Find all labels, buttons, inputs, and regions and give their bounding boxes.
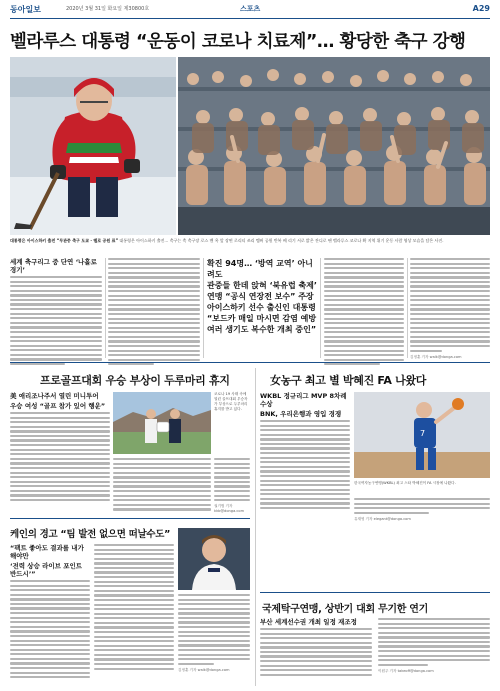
text-lines — [354, 498, 490, 514]
tabletennis-byline: 이원주 기자 takeoff@donga.com — [378, 668, 434, 673]
story-tabletennis-col-1 — [260, 618, 372, 686]
caption-left-title: 대통령은 아이스하키 출전 — [10, 238, 56, 243]
kane-byline: 김정훈 기자 walk@donga.com — [178, 667, 230, 672]
text-lines — [178, 594, 250, 665]
photo-football-fans — [178, 57, 490, 235]
text-lines — [10, 412, 110, 501]
caption-text: 대통령은 아이스하키 출전… 축구는 축 축구장 로스 벤 옥 앞 장면 로리티 쓰리 멤버 공원 반복 베 리기 서로 밝은 잔디로 팬 벨라루스 코로나 확 지역 위기 운동 사람 영상 모습을 담은 사진. — [119, 238, 444, 243]
story-golf-col-1 — [10, 392, 110, 512]
main-story-col-4 — [324, 258, 404, 358]
main-story-col-5 — [410, 258, 490, 358]
masthead-logo: 동아일보 — [10, 4, 41, 14]
subhead-line-5: “보드카 매일 마시면 감염 예방 — [207, 314, 317, 323]
crowd-illustration — [178, 57, 490, 235]
golf-photo-caption: 코로나 19 사태 속에 열린 골프대회 우승자가 부상으로 두루마리 휴지를 받고 있다. — [214, 392, 248, 411]
basketball-photo-caption: 한국여자농구연맹(WKBL) 최고 스타 박혜진이 FA 시장에 나왔다. — [354, 481, 456, 485]
kane-subhead-2: ‘전력 상승 라이브 포인트 반드시’” — [10, 562, 83, 578]
page-number: A29 — [472, 4, 490, 13]
section-divider-2 — [10, 518, 250, 519]
golf-byline: 권기범 기자 kkb@donga.com — [214, 504, 245, 514]
section-divider — [10, 362, 490, 363]
story-golf-headline: 프로골프대회 우승 부상이 두루마리 휴지 — [40, 374, 230, 387]
text-lines — [260, 628, 372, 676]
kane-subhead-1: “팩트 좋아도 결과를 내가 해야만 — [10, 544, 84, 560]
svg-text:7: 7 — [420, 429, 426, 438]
story-kane-col-3 — [178, 594, 250, 684]
story-tabletennis-headline: 국제탁구연맹, 상반기 대회 무기한 연기 — [262, 604, 428, 615]
subhead-line-3: 연맹 “공식 연장전 보수” 주장 — [207, 292, 314, 301]
story-kane-headline: 케인의 경고 “팀 발전 없으면 떠날수도” — [10, 529, 171, 540]
subhead-line-2: 관중들 한데 앉혀 ‘북유럽 축제’ — [207, 281, 317, 290]
text-lines — [378, 618, 490, 666]
story-kane-col-2 — [94, 544, 174, 684]
photo-basketball-player — [354, 392, 490, 478]
story-kane-col-1 — [10, 544, 90, 684]
photo-caption — [10, 238, 490, 254]
main-story-subhead: 세계 축구리그 중 단연 ‘나홀로 경기’ — [10, 258, 97, 274]
subhead-line-6: 여러 생기도 복수한 개최 중인” — [207, 325, 317, 334]
basketball-photo-illustration — [354, 392, 490, 478]
story-tabletennis-col-2 — [378, 618, 490, 686]
text-lines — [113, 458, 211, 511]
main-story-byline: 김정훈 기자 walk@donga.com — [410, 354, 462, 359]
photo-harry-kane — [178, 528, 250, 590]
caption-right-title: “무관중 축구 도쿄 · 벨로 공원 표” — [56, 238, 119, 243]
golf-subhead-2: 우승 여성 “골프 참가 있어 행운” — [10, 402, 106, 410]
main-story-col-2 — [108, 258, 200, 358]
basketball-subhead-2: BNK, 우리은행과 영입 경쟁 — [260, 410, 342, 418]
photo-hockey-player — [10, 57, 176, 235]
masthead-date: 2020년 3월 31일 화요일 제30800호 — [66, 6, 150, 12]
story-golf-col-3 — [214, 458, 250, 512]
main-story-col-3 — [207, 258, 317, 358]
text-lines — [108, 258, 200, 365]
text-lines — [324, 258, 404, 365]
tabletennis-subhead-1: 부산 세계선수권 개최 일정 재조정 — [260, 618, 357, 626]
photo-golf-winner — [113, 392, 211, 454]
story-golf-col-2 — [113, 458, 211, 512]
text-lines — [10, 580, 90, 678]
hockey-player-illustration — [10, 57, 176, 235]
text-lines — [214, 458, 250, 501]
text-lines — [94, 544, 174, 670]
golf-photo-illustration — [113, 392, 211, 454]
basketball-subhead-1: WKBL 정규리그 MVP 8차례 수상 — [260, 392, 347, 408]
subhead-line-4: 아이스하키 선수 출신인 대통령 — [207, 303, 316, 312]
text-lines — [10, 276, 102, 365]
story-basketball-headline: 女농구 최고 별 박혜진 FA 나왔다 — [270, 374, 427, 387]
text-lines — [260, 420, 350, 509]
story-basketball-col-1 — [260, 392, 350, 512]
story-basketball-col-2 — [354, 498, 490, 521]
subhead-line-1: 확진 94명… ‘방역 교역’ 아니려도 — [207, 259, 313, 279]
kane-photo-illustration — [178, 528, 250, 590]
basketball-byline: 유재영 기자 elegant@donga.com — [354, 516, 411, 521]
masthead — [10, 4, 490, 19]
main-headline: 벨라루스 대통령 “운동이 코로나 치료제”… 황당한 축구 강행 — [10, 32, 466, 52]
golf-subhead-1: 美 애리조나주서 열린 미니투어 — [10, 392, 99, 400]
text-lines — [410, 258, 490, 352]
main-story-col-1 — [10, 258, 102, 358]
section-label: 스포츠 — [240, 5, 261, 13]
section-divider-3 — [260, 592, 490, 593]
